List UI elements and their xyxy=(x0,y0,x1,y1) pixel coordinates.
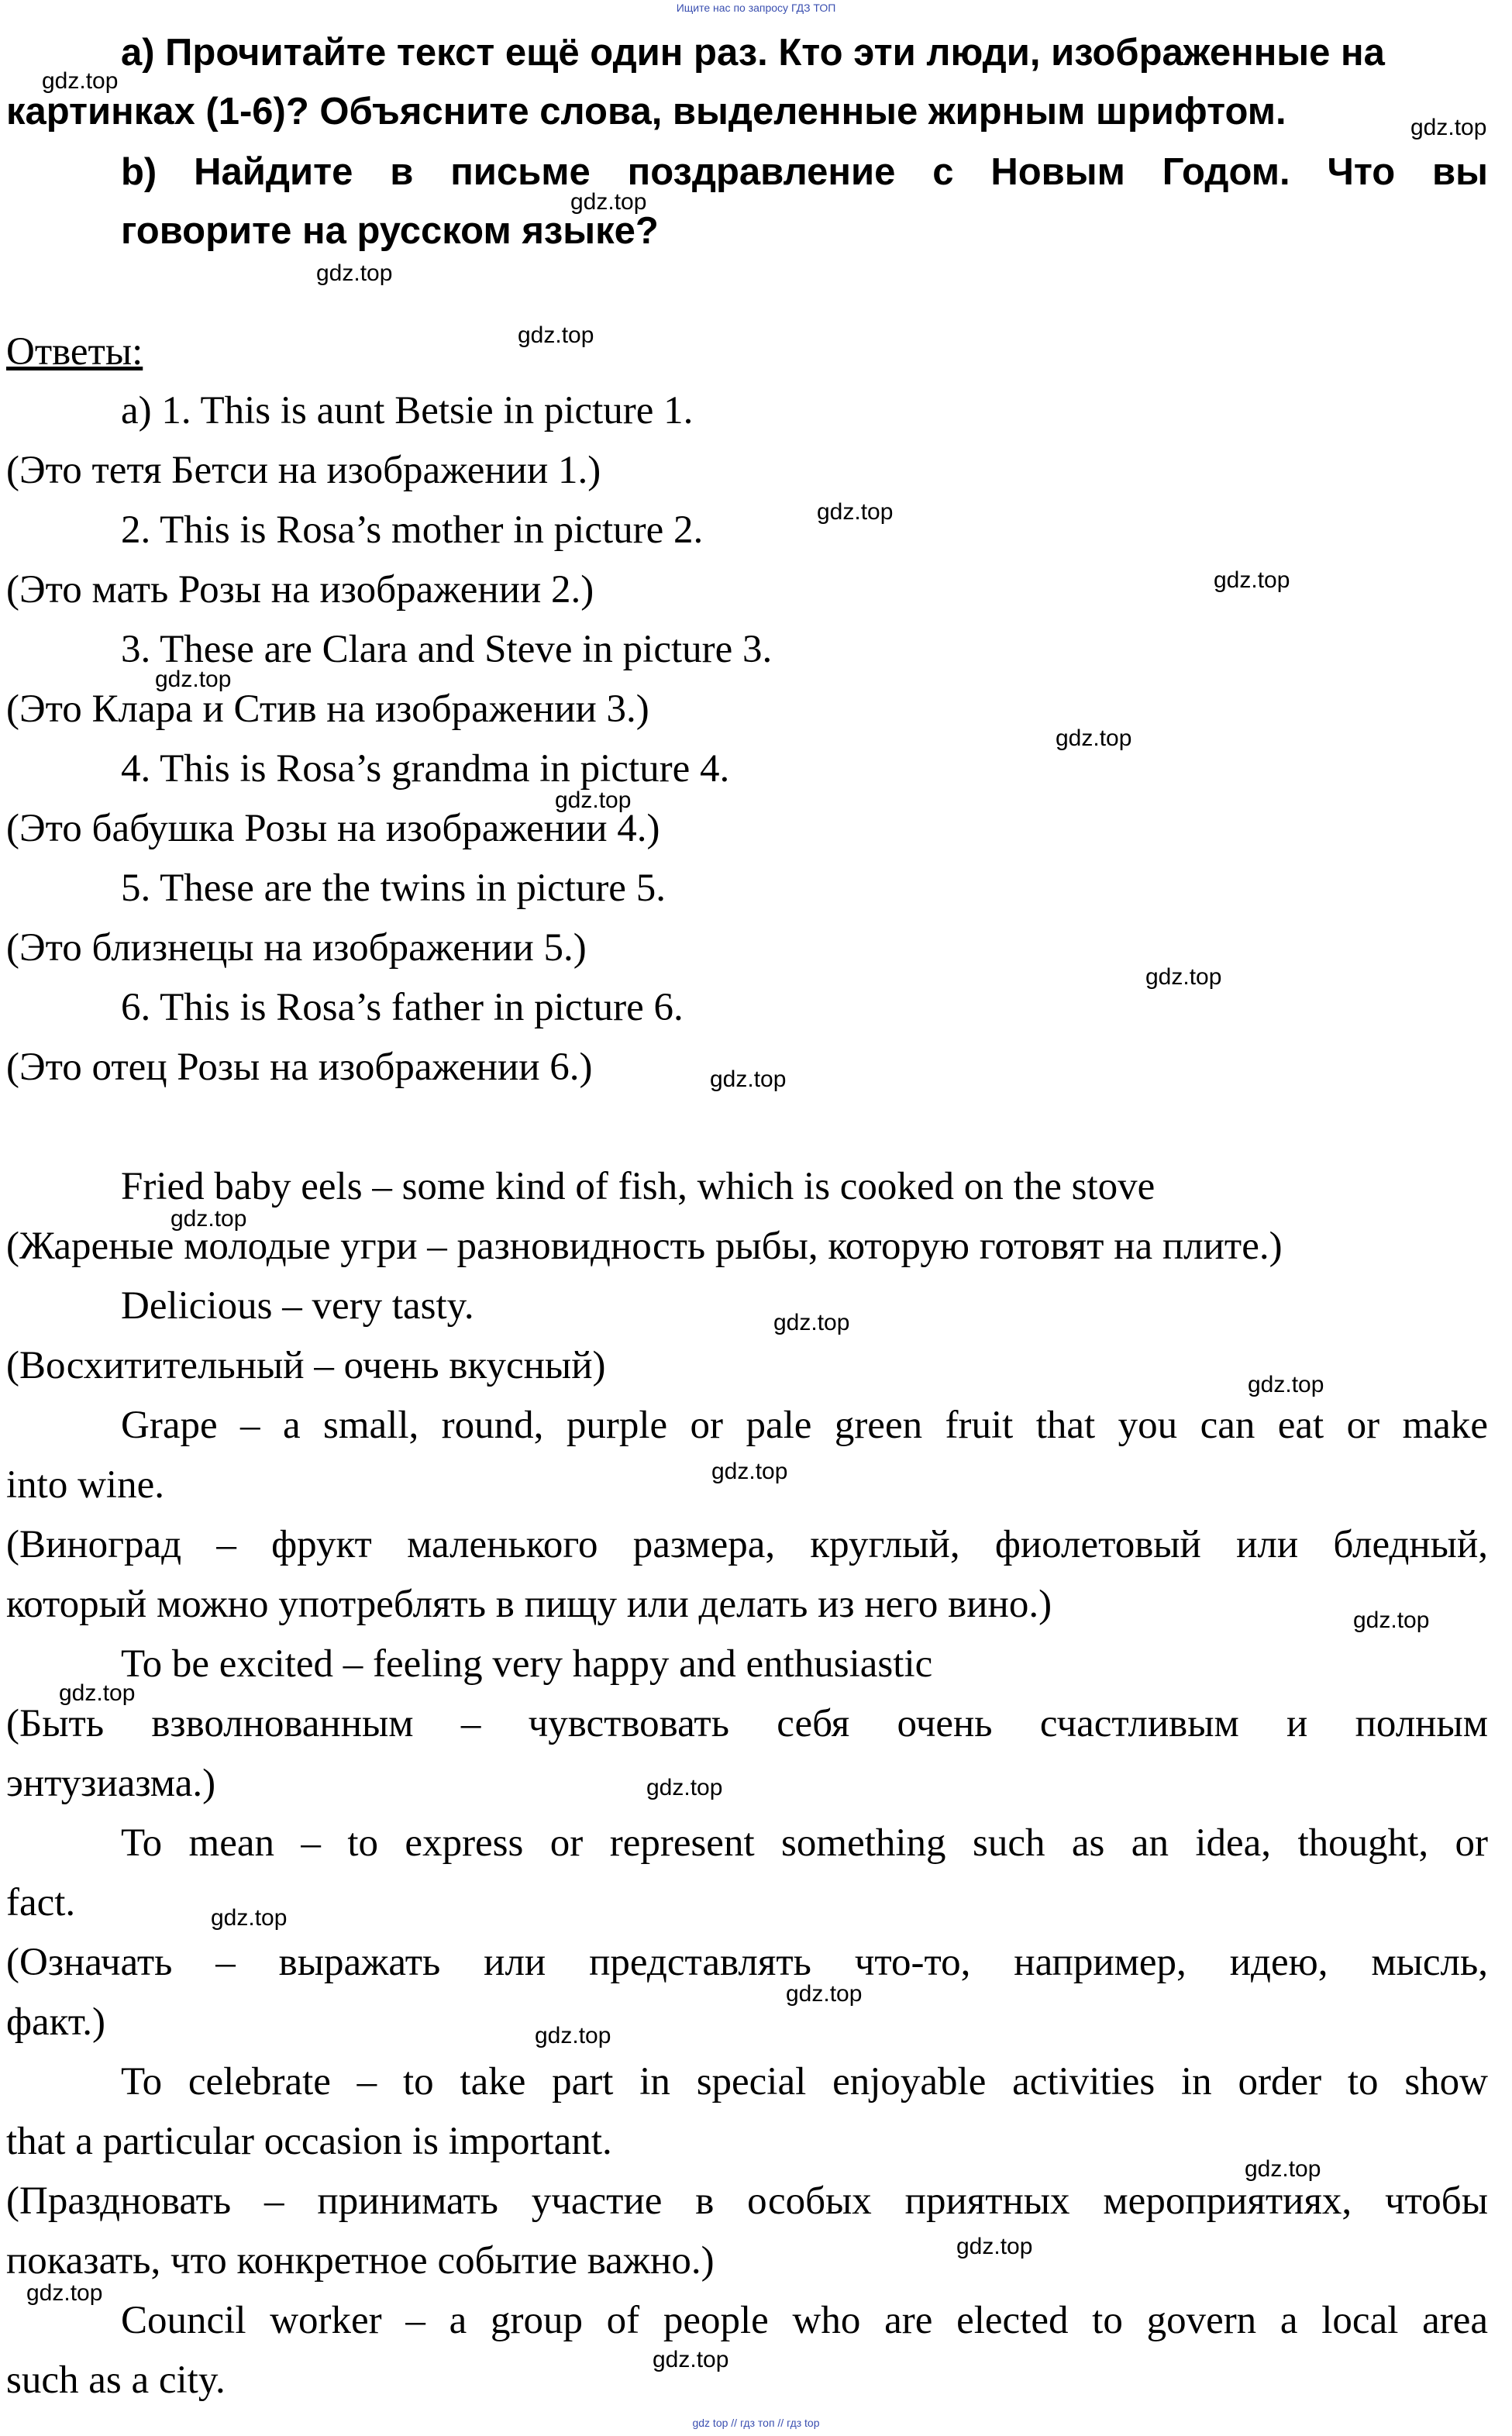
watermark: gdz.top xyxy=(26,2280,103,2306)
glossary-fried-ru: (Жареные молодые угри – разновидность рыбы, которую готовят на плите.) xyxy=(6,1225,1283,1268)
watermark: gdz.top xyxy=(817,499,894,525)
watermark: gdz.top xyxy=(1410,115,1487,140)
answer-5-en: 5. These are the twins in picture 5. xyxy=(121,867,666,910)
watermark: gdz.top xyxy=(1245,2156,1321,2182)
answer-3-en: 3. These are Clara and Steve in picture 3. xyxy=(121,628,773,671)
glossary-delicious-ru: (Восхитительный – очень вкусный) xyxy=(6,1344,606,1387)
glossary-excited-en: To be excited – feeling very happy and enthusiastic xyxy=(121,1642,933,1686)
answer-1-ru: (Это тетя Бетси на изображении 1.) xyxy=(6,449,601,492)
watermark: gdz.top xyxy=(170,1206,247,1232)
watermark: gdz.top xyxy=(956,2234,1033,2259)
watermark: gdz.top xyxy=(535,2023,611,2048)
glossary-excited-ru-2: энтузиазма.) xyxy=(6,1762,216,1805)
watermark: gdz.top xyxy=(646,1775,723,1800)
watermark: gdz.top xyxy=(570,189,647,215)
glossary-celebrate-en-1: To celebrate – to take part in special enjoyable activities in order to show xyxy=(121,2060,1488,2104)
watermark: gdz.top xyxy=(653,2347,729,2372)
watermark: gdz.top xyxy=(59,1680,136,1706)
watermark: gdz.top xyxy=(710,1066,787,1092)
task-b-line-1: b) Найдите в письме поздравление с Новым Годом. Что вы xyxy=(121,151,1488,193)
header-banner: Ищите нас по запросу ГДЗ ТОП xyxy=(676,2,836,14)
watermark: gdz.top xyxy=(555,787,632,813)
glossary-mean-en-2: fact. xyxy=(6,1881,76,1924)
watermark: gdz.top xyxy=(711,1459,788,1484)
glossary-celebrate-en-2: that a particular occasion is important. xyxy=(6,2120,612,2163)
glossary-celebrate-ru-2: показать, что конкретное событие важно.) xyxy=(6,2239,715,2283)
glossary-grape-ru-2: который можно употреблять в пищу или делать из него вино.) xyxy=(6,1583,1052,1626)
watermark: gdz.top xyxy=(1145,964,1222,990)
watermark: gdz.top xyxy=(518,322,594,348)
answer-6-en: 6. This is Rosa’s father in picture 6. xyxy=(121,986,684,1029)
glossary-excited-ru-1: (Быть взволнованным – чувствовать себя очень счастливым и полным xyxy=(6,1702,1488,1745)
watermark: gdz.top xyxy=(1353,1607,1430,1633)
glossary-grape-en-1: Grape – a small, round, purple or pale green fruit that you can eat or make xyxy=(121,1404,1488,1447)
glossary-mean-ru-1: (Означать – выражать или представлять что-то, например, идею, мысль, xyxy=(6,1941,1488,1984)
glossary-celebrate-ru-1: (Праздновать – принимать участие в особых приятных мероприятиях, чтобы xyxy=(6,2179,1488,2223)
glossary-council-en-1: Council worker – a group of people who are elected to govern a local area xyxy=(121,2299,1488,2342)
task-a-line-1: a) Прочитайте текст ещё один раз. Кто эти люди, изображенные на xyxy=(121,32,1385,74)
watermark: gdz.top xyxy=(773,1310,850,1335)
glossary-fried-en: Fried baby eels – some kind of fish, which is cooked on the stove xyxy=(121,1165,1156,1208)
glossary-mean-en-1: To mean – to express or represent something such as an idea, thought, or xyxy=(121,1821,1488,1865)
glossary-delicious-en: Delicious – very tasty. xyxy=(121,1284,474,1328)
watermark: gdz.top xyxy=(786,1981,863,2007)
task-b-line-2: говорите на русском языке? xyxy=(121,210,659,252)
answer-6-ru: (Это отец Розы на изображении 6.) xyxy=(6,1046,593,1089)
glossary-mean-ru-2: факт.) xyxy=(6,2000,105,2044)
watermark: gdz.top xyxy=(316,260,393,286)
watermark: gdz.top xyxy=(1248,1372,1324,1397)
watermark: gdz.top xyxy=(1214,567,1290,593)
answer-4-ru: (Это бабушка Розы на изображении 4.) xyxy=(6,807,660,850)
answer-4-en: 4. This is Rosa’s grandma in picture 4. xyxy=(121,747,730,791)
task-a-line-2: картинках (1-6)? Объясните слова, выделенные жирным шрифтом. xyxy=(6,91,1286,133)
watermark: gdz.top xyxy=(211,1905,288,1931)
watermark: gdz.top xyxy=(1056,725,1132,751)
answers-label: Ответы: xyxy=(6,330,143,374)
answer-2-en: 2. This is Rosa’s mother in picture 2. xyxy=(121,508,704,552)
answer-3-ru: (Это Клара и Стив на изображении 3.) xyxy=(6,687,649,731)
glossary-grape-en-2: into wine. xyxy=(6,1463,164,1507)
glossary-council-en-2: such as a city. xyxy=(6,2358,226,2402)
watermark: gdz.top xyxy=(42,68,119,94)
glossary-grape-ru-1: (Виноград – фрукт маленького размера, круглый, фиолетовый или бледный, xyxy=(6,1523,1488,1566)
answer-1-en: a) 1. This is aunt Betsie in picture 1. xyxy=(121,389,694,432)
watermark: gdz.top xyxy=(155,667,232,692)
answer-2-ru: (Это мать Розы на изображении 2.) xyxy=(6,568,594,612)
footer-banner: gdz top // гдз топ // гдз top xyxy=(692,2417,820,2429)
answer-5-ru: (Это близнецы на изображении 5.) xyxy=(6,926,587,970)
